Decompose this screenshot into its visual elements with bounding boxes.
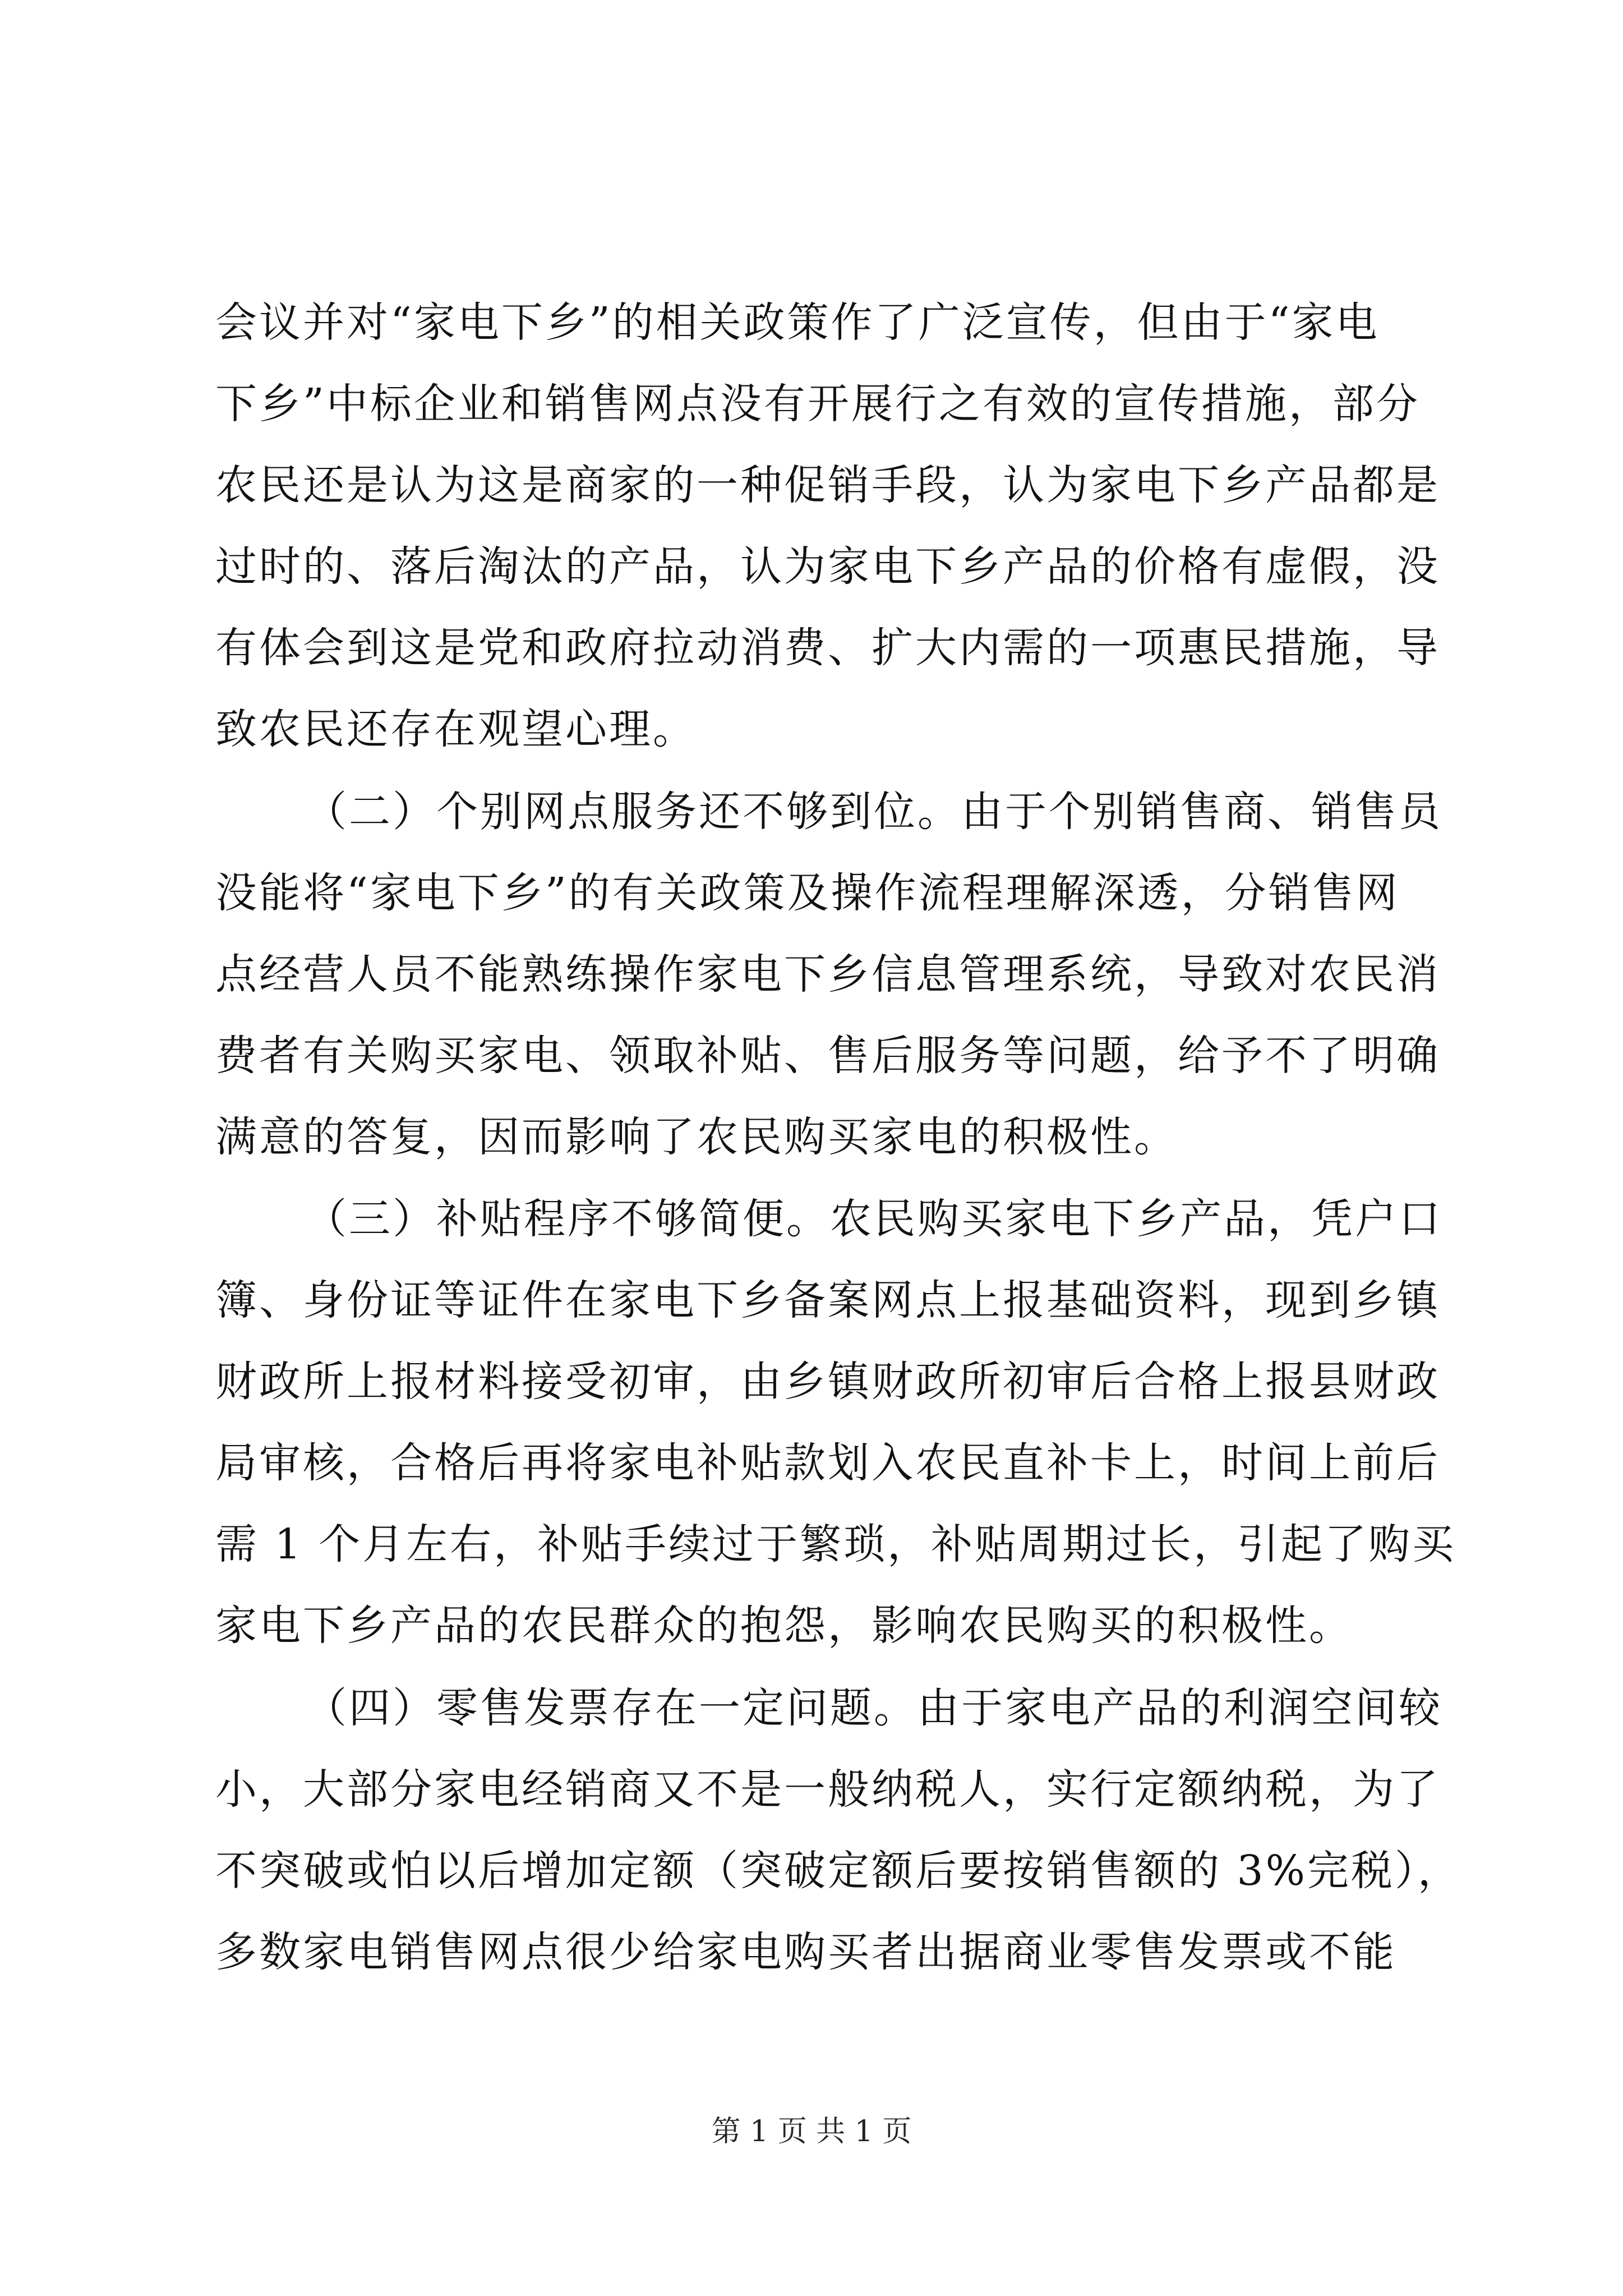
text-line: 局审核，合格后再将家电补贴款划入农民直补卡上，时间上前后	[215, 1439, 1440, 1487]
paragraph-heading-line: （三）补贴程序不够简便。农民购买家电下乡产品，凭户口	[305, 1195, 1442, 1243]
text-line: 满意的答复，因而影响了农民购买家电的积极性。	[215, 1113, 1178, 1161]
text-line: 簿、身份证等证件在家电下乡备案网点上报基础资料，现到乡镇	[215, 1276, 1440, 1324]
text-line: 小，大部分家电经销商又不是一般纳税人，实行定额纳税，为了	[215, 1765, 1440, 1814]
text-line: 多数家电销售网点很少给家电购买者出据商业零售发票或不能	[215, 1928, 1396, 1976]
text-line: 致农民还存在观望心理。	[215, 705, 697, 753]
text-line: 费者有关购买家电、领取补贴、售后服务等问题，给予不了明确	[215, 1032, 1440, 1080]
text-line: 会议并对“家电下乡”的相关政策作了广泛宣传，但由于“家电	[215, 298, 1380, 347]
text-line: 点经营人员不能熟练操作家电下乡信息管理系统，导致对农民消	[215, 950, 1440, 999]
text-line: 过时的、落后淘汰的产品，认为家电下乡产品的价格有虚假，没	[215, 542, 1440, 591]
text-line: 有体会到这是党和政府拉动消费、扩大内需的一项惠民措施，导	[215, 624, 1440, 672]
text-line: 农民还是认为这是商家的一种促销手段，认为家电下乡产品都是	[215, 461, 1440, 509]
page-number-footer: 第 1 页 共 1 页	[711, 2115, 912, 2148]
text-line: 没能将“家电下乡”的有关政策及操作流程理解深透，分销售网	[215, 869, 1400, 917]
paragraph-heading-line: （四）零售发票存在一定问题。由于家电产品的利润空间较	[305, 1684, 1442, 1732]
text-line: 不突破或怕以后增加定额（突破定额后要按销售额的 3%完税），	[215, 1847, 1461, 1895]
text-line: 财政所上报材料接受初审，由乡镇财政所初审后合格上报县财政	[215, 1358, 1440, 1406]
text-line: 下乡”中标企业和销售网点没有开展行之有效的宣传措施，部分	[215, 380, 1420, 428]
paragraph-heading-line: （二）个别网点服务还不够到位。由于个别销售商、销售员	[305, 788, 1442, 836]
text-line: 需 1 个月左右，补贴手续过于繁琐，补贴周期过长，引起了购买	[215, 1520, 1456, 1568]
text-line: 家电下乡产品的农民群众的抱怨，影响农民购买的积极性。	[215, 1602, 1353, 1650]
